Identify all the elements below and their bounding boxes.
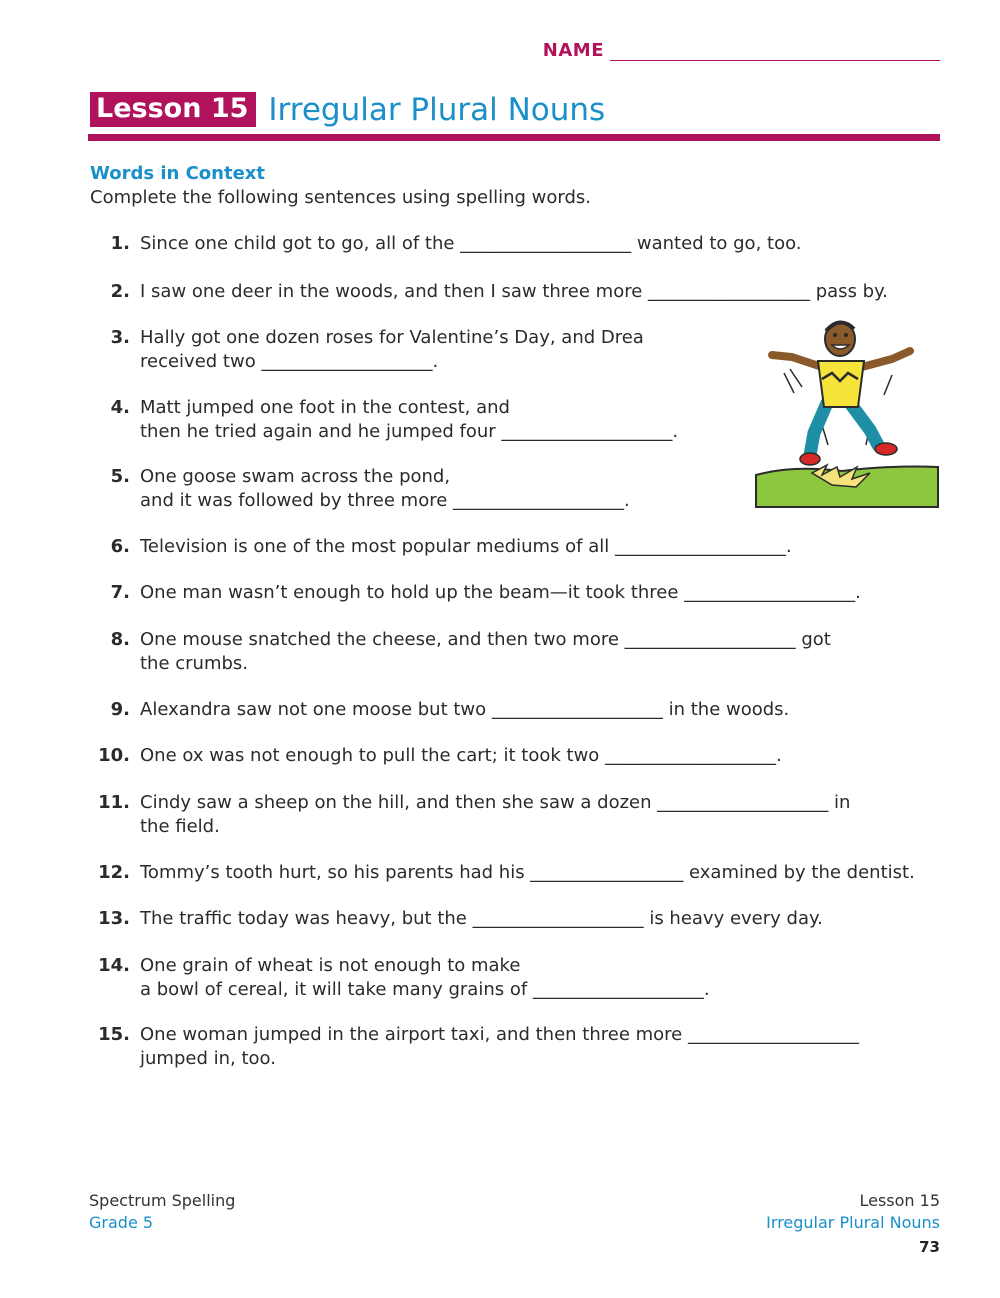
question-11[interactable] (96, 791, 850, 839)
question-text: One grain of wheat is not enough to make a bowl of cereal, it will take many grains of ___________________. (140, 955, 710, 1000)
instructions: Complete the following sentences using spelling words. (90, 187, 591, 208)
question-9[interactable] (96, 698, 789, 722)
question-text: Hally got one dozen roses for Valentine’s Day, and Drea received two ___________________. (140, 327, 644, 372)
question-number: 15. (98, 1024, 130, 1045)
question-8[interactable] (96, 628, 831, 676)
question-4[interactable] (96, 396, 678, 444)
jumping-boy-illustration (752, 315, 942, 515)
footer-series: Spectrum Spelling (89, 1191, 236, 1210)
question-12[interactable] (96, 861, 915, 885)
question-text: One man wasn’t enough to hold up the beam—it took three ___________________. (140, 582, 861, 603)
name-field[interactable] (543, 40, 940, 61)
question-number: 13. (98, 908, 130, 929)
question-text: I saw one deer in the woods, and then I saw three more __________________ pass by. (140, 281, 888, 302)
page-number: 73 (919, 1238, 940, 1256)
question-text: One ox was not enough to pull the cart; it took two ___________________. (140, 745, 782, 766)
question-number: 11. (98, 792, 130, 813)
question-text: Cindy saw a sheep on the hill, and then she saw a dozen ___________________ in the field. (140, 792, 851, 837)
question-number: 12. (98, 862, 130, 883)
question-number: 10. (98, 745, 130, 766)
question-text: One woman jumped in the airport taxi, and then three more ___________________ jumped in, too. (140, 1024, 859, 1069)
footer-grade: Grade 5 (89, 1213, 154, 1232)
question-1[interactable] (96, 232, 802, 256)
question-14[interactable] (96, 954, 710, 1002)
footer-topic: Irregular Plural Nouns (766, 1213, 940, 1232)
question-15[interactable] (96, 1023, 859, 1071)
header-rule (88, 134, 940, 141)
question-number: 3. (110, 327, 130, 348)
question-number: 8. (110, 629, 130, 650)
question-text: Matt jumped one foot in the contest, and then he tried again and he jumped four ___________________. (140, 397, 679, 442)
question-text: One mouse snatched the cheese, and then two more ___________________ got the crumbs. (140, 629, 831, 674)
lesson-badge: Lesson 15 (90, 92, 256, 127)
question-text: Television is one of the most popular mediums of all ___________________. (140, 536, 792, 557)
question-text: Tommy’s tooth hurt, so his parents had his _________________ examined by the dentist. (140, 862, 915, 883)
question-text: One goose swam across the pond, and it was followed by three more ___________________. (140, 466, 630, 511)
question-7[interactable] (96, 581, 861, 605)
question-5[interactable] (96, 465, 630, 513)
question-2[interactable] (96, 280, 888, 304)
question-number: 9. (110, 699, 130, 720)
question-number: 7. (110, 582, 130, 603)
section-title: Words in Context (90, 163, 265, 184)
name-label: NAME (542, 40, 604, 61)
question-number: 5. (110, 466, 130, 487)
lesson-header (90, 92, 605, 127)
question-number: 1. (110, 233, 130, 254)
question-text: The traffic today was heavy, but the ___________________ is heavy every day. (140, 908, 823, 929)
question-number: 2. (110, 281, 130, 302)
question-13[interactable] (96, 907, 823, 931)
question-number: 4. (110, 397, 130, 418)
footer-lesson: Lesson 15 (859, 1191, 940, 1210)
question-3[interactable] (96, 326, 644, 374)
question-6[interactable] (96, 535, 792, 559)
lesson-title: Irregular Plural Nouns (268, 91, 606, 128)
question-text: Since one child got to go, all of the ___________________ wanted to go, too. (140, 233, 802, 254)
question-10[interactable] (96, 744, 782, 768)
question-text: Alexandra saw not one moose but two ___________________ in the woods. (140, 699, 790, 720)
question-number: 6. (110, 536, 130, 557)
name-line[interactable] (610, 42, 940, 61)
question-number: 14. (98, 955, 130, 976)
